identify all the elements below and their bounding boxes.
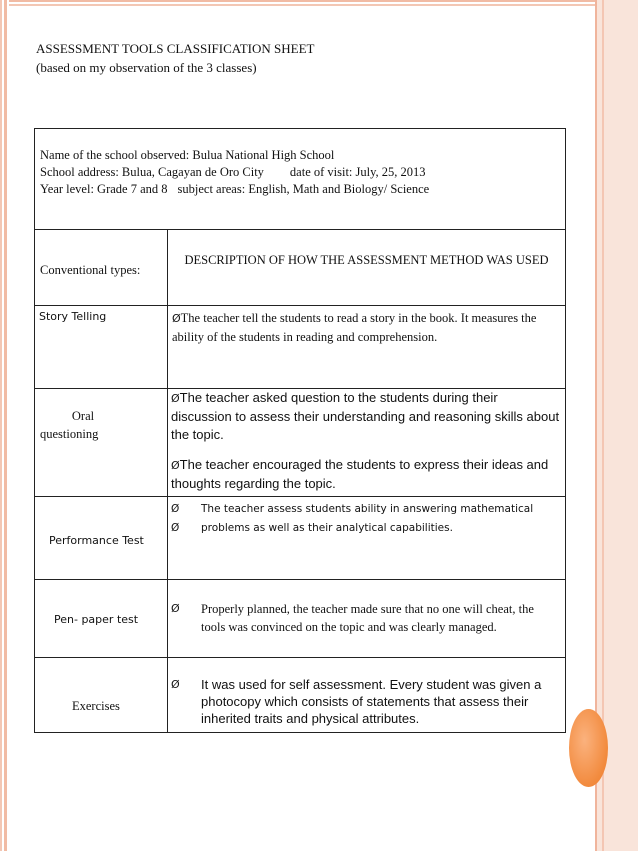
type-pen-paper-test: Pen- paper test [54, 613, 139, 626]
bullet-arrow-icon: Ø [171, 678, 180, 691]
description-oral-questioning: ØThe teacher asked question to the students during their discussion to assess their understanding and reasoning skills about the topic. ØThe teacher encouraged the students to express their ideas and thoughts regarding the topic. [171, 390, 560, 491]
school-name: Name of the school observed: Bulua National High School [40, 148, 335, 162]
decorative-orange-circle [569, 709, 608, 787]
type-story-telling: Story Telling [39, 310, 107, 323]
bullet-arrow-icon: Ø [171, 522, 180, 534]
description-exercises [171, 676, 561, 727]
table-row [35, 580, 565, 658]
column-header-type: Conventional types: [40, 263, 141, 277]
description-pen-paper-test [171, 600, 561, 636]
sheet-subtitle: (based on my observation of the 3 classes) [36, 60, 257, 75]
sheet-title: ASSESSMENT TOOLS CLASSIFICATION SHEET [36, 41, 315, 56]
table-header-row [35, 230, 565, 306]
list-item: Ø The teacher assess students ability in answering mathematical [171, 501, 561, 518]
list-item: Ø It was used for self assessment. Every student was given a photocopy which consists of statements that assess their inherited traits and physical attributes. [171, 677, 542, 726]
type-exercises: Exercises [72, 699, 120, 713]
bullet-arrow-icon: Ø [171, 602, 180, 615]
school-address-line [40, 164, 565, 181]
subject-areas: subject areas: English, Math and Biology/ Science [177, 182, 430, 196]
decorative-frame-top [0, 0, 638, 8]
year-subject-line [40, 181, 565, 198]
type-performance-test: Performance Test [49, 534, 144, 547]
classification-table [34, 128, 566, 733]
bullet-arrow-icon: Ø [171, 392, 180, 405]
school-info-section [35, 129, 565, 230]
decorative-frame-left [0, 0, 9, 851]
column-header-description: DESCRIPTION OF HOW THE ASSESSMENT METHOD WAS USED [184, 253, 549, 267]
table-row [35, 389, 565, 497]
list-item: Ø Properly planned, the teacher made sure that no one will cheat, the tools was convinced on the topic and was clearly managed. [171, 602, 534, 634]
table-row [35, 497, 565, 580]
description-story-telling: ØThe teacher tell the students to read a story in the book. It measures the ability of the students in reading and comprehension. [172, 311, 537, 344]
bullet-arrow-icon: Ø [172, 312, 181, 325]
description-performance-test [171, 501, 561, 537]
table-row [35, 306, 565, 389]
year-level: Year level: Grade 7 and 8 [40, 182, 168, 196]
table-row [35, 658, 565, 732]
bullet-arrow-icon: Ø [171, 503, 180, 515]
list-item: Ø problems as well as their analytical capabilities. [171, 520, 561, 537]
type-oral-questioning: Oral questioning [40, 409, 99, 441]
school-address: School address: Bulua, Cagayan de Oro City [40, 165, 264, 179]
visit-date: date of visit: July, 25, 2013 [289, 165, 426, 179]
sheet-heading [36, 39, 314, 77]
bullet-arrow-icon: Ø [171, 459, 180, 472]
